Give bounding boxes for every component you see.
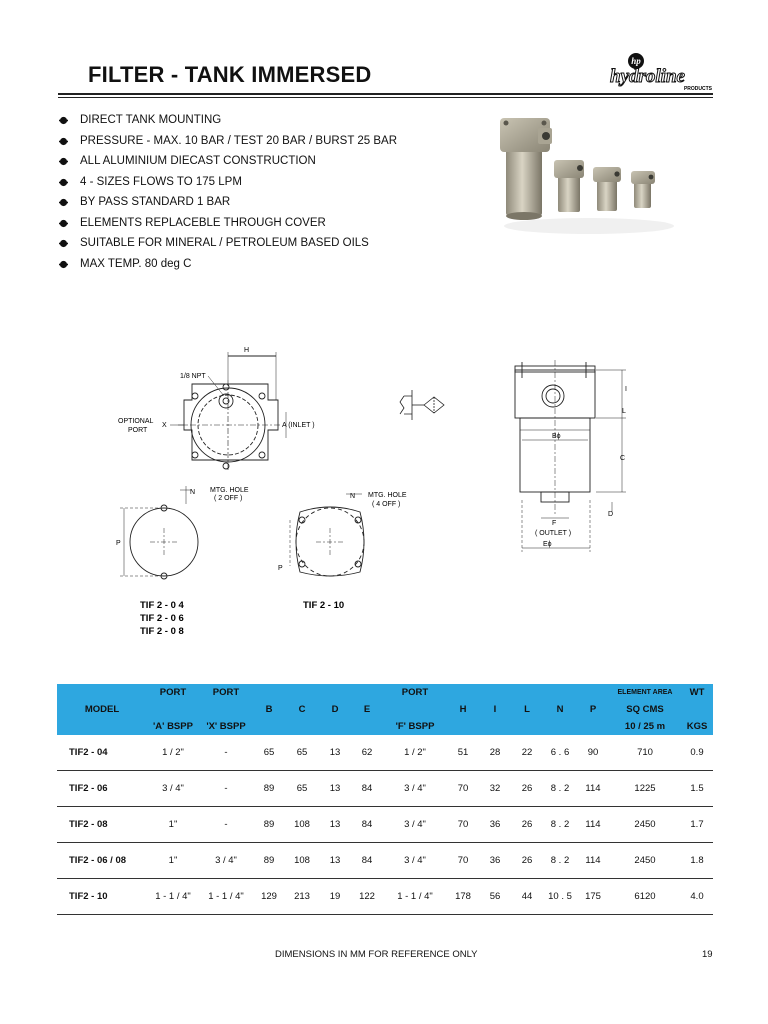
col-port-a: PORT [147, 684, 199, 701]
model-caption: TIF 2 - 0 6 [140, 613, 184, 624]
logo-subtext: PRODUCTS [683, 86, 712, 92]
table-row [57, 879, 713, 915]
table-cell: 6120 [609, 879, 681, 915]
col-i: I [479, 701, 511, 718]
dim-c-label: C [620, 455, 626, 462]
feature-item [58, 131, 397, 152]
table-cell: 26 [511, 771, 543, 807]
table-header-row [57, 684, 713, 701]
col-l: L [511, 701, 543, 718]
table-cell: 13 [319, 735, 351, 771]
table-cell: 28 [479, 735, 511, 771]
table-cell: 175 [577, 879, 609, 915]
feature-text: SUITABLE FOR MINERAL / PETROLEUM BASED OILS [80, 237, 369, 249]
table-cell: 4.0 [681, 879, 713, 915]
table-cell: 26 [511, 843, 543, 879]
col-h: H [447, 701, 479, 718]
table-cell: 36 [479, 843, 511, 879]
mtg-hole-label: MTG. HOLE [210, 487, 249, 494]
feature-item [58, 110, 397, 131]
table-cell: 36 [479, 807, 511, 843]
table-cell: 3 / 4" [383, 843, 447, 879]
table-cell: - [199, 771, 253, 807]
table-cell: 84 [351, 771, 383, 807]
table-cell: 19 [319, 879, 351, 915]
table-cell: 108 [285, 843, 319, 879]
npt-label: 1/8 NPT [180, 373, 206, 380]
footer-note: DIMENSIONS IN MM FOR REFERENCE ONLY [275, 949, 478, 960]
bullet-icon [59, 116, 68, 125]
table-cell: 70 [447, 843, 479, 879]
inlet-label: A (INLET ) [282, 422, 315, 429]
table-cell: 90 [577, 735, 609, 771]
table-cell: 1 / 2" [147, 735, 199, 771]
feature-text: ELEMENTS REPLACEBLE THROUGH COVER [80, 216, 326, 229]
dim-n-label: N [190, 489, 196, 496]
table-cell: 1" [147, 843, 199, 879]
model-cell: TIF2 - 06 [57, 771, 147, 807]
table-cell: 8 . 2 [543, 807, 577, 843]
model-caption: TIF 2 - 0 4 [140, 600, 184, 611]
col-sq-cms: SQ CMS [609, 701, 681, 718]
feature-text: BY PASS STANDARD 1 BAR [80, 196, 231, 208]
mtg-hole-label: MTG. HOLE [368, 492, 407, 499]
model-cell: TIF2 - 04 [57, 735, 147, 771]
feature-text: DIRECT TANK MOUNTING [80, 114, 222, 126]
table-cell: 2450 [609, 807, 681, 843]
table-cell: 56 [479, 879, 511, 915]
table-cell: 89 [253, 807, 285, 843]
table-header-row [57, 701, 713, 718]
table-cell: 6 . 6 [543, 735, 577, 771]
mtg-hole-count-label: ( 4 OFF ) [372, 501, 401, 508]
table-cell: 51 [447, 735, 479, 771]
feature-text: ALL ALUMINIUM DIECAST CONSTRUCTION [80, 155, 316, 167]
feature-text: 4 - SIZES FLOWS TO 175 LPM [80, 175, 242, 188]
feature-item [58, 213, 397, 234]
col-d: D [319, 701, 351, 718]
col-e: E [351, 701, 383, 718]
col-wt: WT [681, 684, 713, 701]
model-cell: TIF2 - 06 / 08 [57, 843, 147, 879]
table-cell: 84 [351, 843, 383, 879]
side-view-drawing [515, 360, 626, 552]
col-micron: 10 / 25 m [609, 718, 681, 735]
page-title: FILTER - TANK IMMERSED [88, 62, 372, 87]
table-cell: 22 [511, 735, 543, 771]
table-cell: 3 / 4" [383, 807, 447, 843]
port-x-label: X [162, 422, 167, 429]
model-cell: TIF2 - 10 [57, 879, 147, 915]
feature-item [58, 151, 397, 172]
title-rule [58, 93, 713, 95]
table-cell: 2450 [609, 843, 681, 879]
filter-symbol-icon [400, 390, 444, 420]
table-header-row [57, 718, 713, 735]
feature-item [58, 192, 397, 213]
table-row [57, 843, 713, 879]
top-view-drawing [170, 352, 286, 472]
table-cell: - [199, 807, 253, 843]
table-cell: 84 [351, 807, 383, 843]
dim-n-label: N [350, 493, 356, 500]
table-cell: 114 [577, 771, 609, 807]
table-cell: 62 [351, 735, 383, 771]
table-cell: 129 [253, 879, 285, 915]
title-rule-thin [58, 97, 713, 98]
dim-b-label: Bϕ [552, 433, 561, 440]
col-port-a-sub: 'A' BSPP [147, 718, 199, 735]
table-cell: 89 [253, 843, 285, 879]
bullet-icon [59, 157, 68, 166]
table-cell: 3 / 4" [147, 771, 199, 807]
bullet-icon [59, 137, 68, 146]
dim-d-label: D [608, 511, 614, 518]
table-cell: - [199, 735, 253, 771]
dim-e-label: Eϕ [543, 541, 552, 548]
col-port-f-sub: 'F' BSPP [383, 718, 447, 735]
hydroline-logo [608, 52, 714, 92]
table-cell: 114 [577, 843, 609, 879]
flange-4-hole-drawing [290, 494, 364, 576]
table-cell: 1 - 1 / 4" [199, 879, 253, 915]
table-cell: 1.7 [681, 807, 713, 843]
table-row [57, 807, 713, 843]
table-cell: 65 [285, 735, 319, 771]
col-port-x-sub: 'X' BSPP [199, 718, 253, 735]
specs-table-body [57, 735, 713, 915]
dim-i-label: I [625, 386, 627, 393]
feature-item [58, 172, 397, 193]
svg-text:hp: hp [631, 56, 641, 66]
table-cell: 213 [285, 879, 319, 915]
optional-port-label: OPTIONAL [118, 418, 154, 425]
table-cell: 108 [285, 807, 319, 843]
technical-drawings [0, 330, 768, 637]
dim-f-label: F [552, 520, 557, 527]
col-element-area: ELEMENT AREA [609, 684, 681, 701]
table-cell: 1225 [609, 771, 681, 807]
table-cell: 10 . 5 [543, 879, 577, 915]
col-n: N [543, 701, 577, 718]
bullet-icon [59, 260, 68, 269]
col-model: MODEL [57, 701, 147, 718]
table-cell: 1 - 1 / 4" [147, 879, 199, 915]
col-port-f: PORT [383, 684, 447, 701]
dim-h-label: H [244, 347, 250, 354]
table-cell: 1 - 1 / 4" [383, 879, 447, 915]
flange-2-hole-drawing [120, 486, 198, 579]
col-port-x: PORT [199, 684, 253, 701]
feature-item [58, 233, 397, 254]
table-cell: 710 [609, 735, 681, 771]
dim-p-label: P [116, 540, 121, 547]
table-cell: 13 [319, 843, 351, 879]
product-photo [494, 108, 674, 248]
table-cell: 89 [253, 771, 285, 807]
table-row [57, 771, 713, 807]
col-kgs: KGS [681, 718, 713, 735]
table-cell: 1 / 2" [383, 735, 447, 771]
table-cell: 0.9 [681, 735, 713, 771]
table-row [57, 735, 713, 771]
col-p: P [577, 701, 609, 718]
model-caption: TIF 2 - 10 [303, 600, 345, 611]
table-cell: 65 [285, 771, 319, 807]
table-cell: 44 [511, 879, 543, 915]
table-cell: 178 [447, 879, 479, 915]
table-cell: 70 [447, 807, 479, 843]
outlet-label: ( OUTLET ) [535, 530, 572, 537]
table-cell: 8 . 2 [543, 771, 577, 807]
specs-table [57, 684, 713, 915]
col-b: B [253, 701, 285, 718]
table-cell: 3 / 4" [383, 771, 447, 807]
bullet-icon [59, 178, 68, 187]
table-cell: 1.5 [681, 771, 713, 807]
model-cell: TIF2 - 08 [57, 807, 147, 843]
logo-text: hydroline [610, 66, 685, 87]
mtg-hole-count-label: ( 2 OFF ) [214, 495, 243, 502]
bullet-icon [59, 239, 68, 248]
table-cell: 26 [511, 807, 543, 843]
table-cell: 65 [253, 735, 285, 771]
table-cell: 1" [147, 807, 199, 843]
feature-item [58, 254, 397, 275]
table-cell: 13 [319, 771, 351, 807]
dim-p-label: P [278, 565, 283, 572]
feature-text: MAX TEMP. 80 deg C [80, 257, 192, 270]
table-cell: 70 [447, 771, 479, 807]
table-cell: 8 . 2 [543, 843, 577, 879]
feature-text: PRESSURE - MAX. 10 BAR / TEST 20 BAR / BURST 25 BAR [80, 134, 397, 147]
dim-l-label: L [622, 408, 626, 415]
bullet-icon [59, 219, 68, 228]
table-cell: 122 [351, 879, 383, 915]
bullet-icon [59, 198, 68, 207]
model-caption: TIF 2 - 0 8 [140, 626, 184, 637]
table-cell: 1.8 [681, 843, 713, 879]
page-number: 19 [702, 949, 713, 960]
feature-list [58, 110, 397, 274]
table-cell: 13 [319, 807, 351, 843]
table-cell: 114 [577, 807, 609, 843]
optional-port-label-2: PORT [128, 427, 148, 434]
col-c: C [285, 701, 319, 718]
table-cell: 32 [479, 771, 511, 807]
table-cell: 3 / 4" [199, 843, 253, 879]
